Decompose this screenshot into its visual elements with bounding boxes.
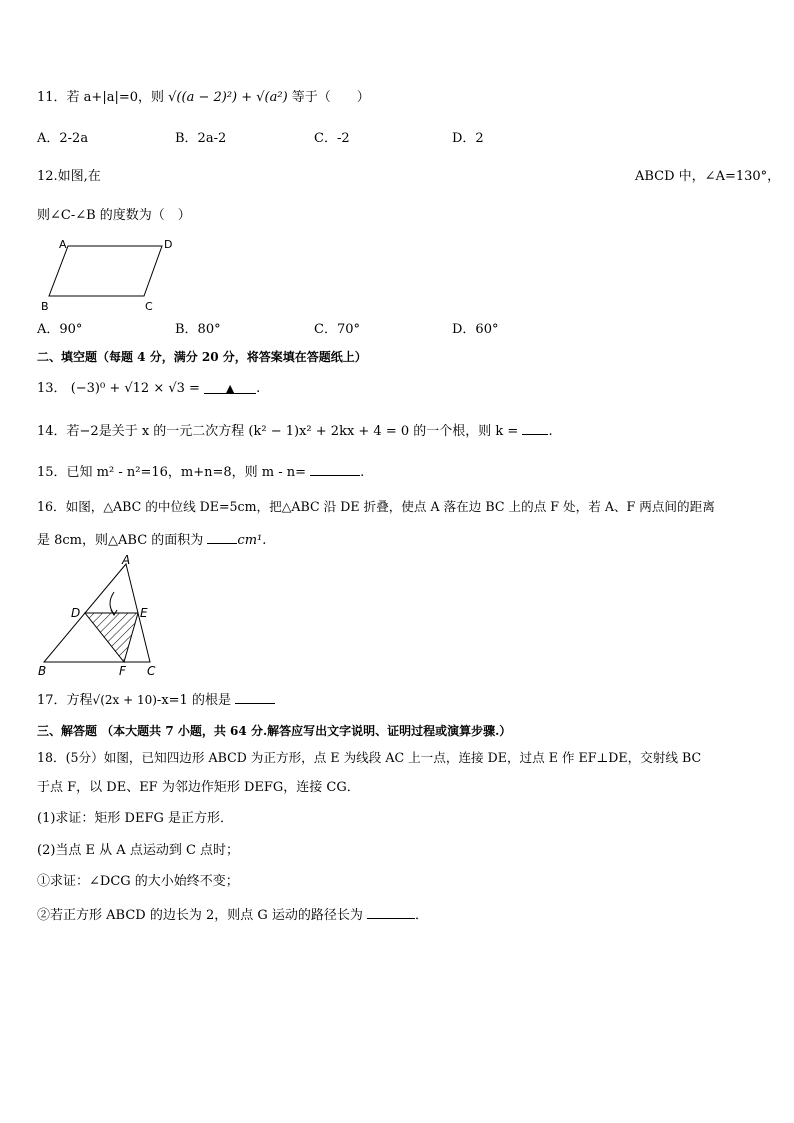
q12-right-text: ABCD 中，∠A=130°，	[635, 169, 781, 184]
q12-prefix: 12.如图,在	[37, 169, 101, 184]
q16-line1: 16．如图，△ABC 的中位线 DE=5cm，把△ABC 沿 DE 折叠，使点 A 落在边 BC 上的点 F 处，若 A、F 两点间的距离	[37, 499, 715, 514]
q12-option-a: A．90°	[37, 322, 83, 337]
section-3-heading: 三、解答题 （本大题共 7 小题，共 64 分.解答应写出文字说明、证明过程或演算步骤.）	[37, 724, 512, 738]
q14-answer-blank[interactable]	[522, 421, 548, 435]
q16-label-d: D	[71, 606, 81, 620]
q13-triangle-mark: ▲	[225, 382, 235, 395]
q13-stem	[37, 380, 260, 398]
q13-end: .	[256, 381, 261, 396]
q12-label-d: D	[164, 238, 173, 251]
q18-line1: 18．(5分）如图，已知四边形 ABCD 为正方形，点 E 为线段 AC 上一点，连接 DE，过点 E 作 EF⊥DE，交射线 BC	[37, 750, 702, 765]
q18-sub1: ①求证：∠DCG 的大小始终不变；	[37, 874, 239, 889]
q16-label-c: C	[147, 664, 156, 678]
q18-part2: (2)当点 E 从 A 点运动到 C 点时；	[37, 843, 240, 858]
q12-parallelogram	[49, 246, 162, 296]
q12-option-b: B．80°	[175, 322, 221, 337]
q13-prefix: 13．	[37, 381, 67, 396]
q11-prefix: 11．若 a+|a|=0，则	[37, 90, 164, 105]
q16-triangle-figure	[36, 552, 166, 678]
q17-stem	[37, 690, 275, 710]
q16-line2-text: 是 8cm，则△ABC 的面积为	[37, 533, 204, 548]
q12-label-c: C	[145, 300, 153, 313]
q11-option-a: A．2-2a	[37, 131, 89, 146]
q18-part1: (1)求证：矩形 DEFG 是正方形．	[37, 811, 233, 826]
q16-answer-blank[interactable]	[207, 530, 237, 544]
q11-expression: √((a − 2)²) + √(a²)	[168, 90, 288, 105]
q16-label-b: B	[38, 664, 47, 678]
q11-suffix: 等于（ ）	[291, 90, 370, 105]
q18-sub2-end: ．	[415, 908, 429, 923]
q12-option-d: D．60°	[452, 322, 499, 337]
q12-label-a: A	[59, 238, 67, 251]
q13-answer-blank[interactable]	[204, 380, 256, 394]
q17-prefix: 17．方程	[37, 693, 93, 708]
q16-label-e: E	[140, 606, 148, 620]
q11-stem	[37, 89, 370, 107]
q12-parallelogram-figure	[38, 234, 178, 314]
q16-label-a: A	[122, 553, 131, 567]
q12-option-c: C．70°	[314, 322, 360, 337]
q17-answer-blank[interactable]	[235, 690, 275, 704]
q11-option-b: B．2a-2	[175, 131, 227, 146]
q12-label-b: B	[41, 300, 49, 313]
q18-sub2	[37, 905, 428, 925]
q18-sub2-text: ②若正方形 ABCD 的边长为 2，则点 G 运动的路径长为	[37, 908, 363, 923]
q17-expression: √(2x + 10)	[92, 693, 157, 707]
q14-stem	[37, 421, 553, 441]
section-2-heading: 二、填空题（每题 4 分，满分 20 分，将答案填在答题纸上）	[37, 350, 367, 364]
q18-answer-blank[interactable]	[367, 905, 415, 919]
q16-folded-triangle-def	[85, 613, 138, 662]
q17-suffix: -x=1 的根是	[156, 693, 231, 708]
q15-stem	[37, 462, 364, 482]
q16-unit: cm¹.	[237, 533, 267, 548]
q13-expression: (−3)⁰ + √12 × √3 =	[70, 381, 200, 396]
q12-line2: 则∠C-∠B 的度数为（ ）	[37, 208, 191, 223]
q16-label-f: F	[119, 664, 126, 678]
q11-option-c: C．-2	[314, 131, 350, 146]
q15-end: .	[360, 465, 365, 480]
q11-option-d: D．2	[452, 131, 484, 146]
q15-text: 15．已知 m² - n²=16，m+n=8，则 m - n=	[37, 465, 307, 480]
q15-answer-blank[interactable]	[310, 462, 360, 476]
q16-line2	[37, 530, 266, 550]
q14-end: .	[548, 424, 553, 439]
q14-text: 14．若−2是关于 x 的一元二次方程 (k² − 1)x² + 2kx + 4 = 0 的一个根，则 k =	[37, 424, 519, 439]
q18-line2: 于点 F，以 DE、EF 为邻边作矩形 DEFG，连接 CG．	[37, 780, 360, 795]
